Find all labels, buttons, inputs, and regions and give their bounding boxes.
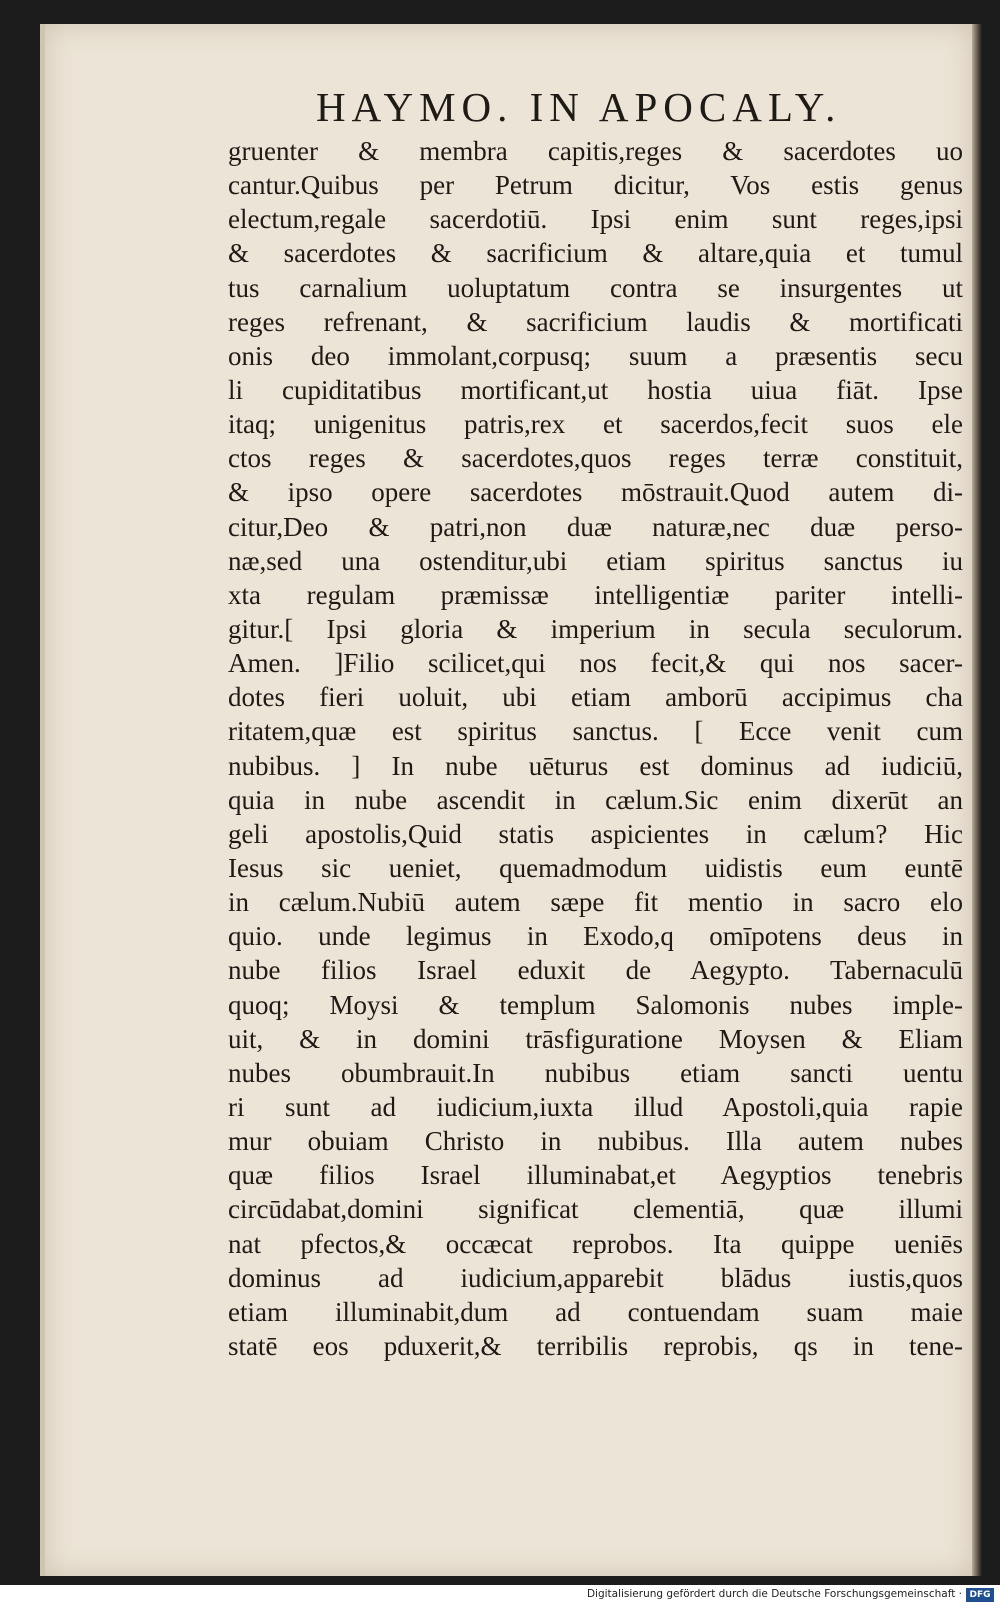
text-line: næ,sed una ostenditur,ubi etiam spiritus sanctus iu <box>228 545 963 576</box>
text-line: mur obuiam Christo in nubibus. Illa autem nubes <box>228 1126 963 1157</box>
text-line: nubibus. ] In nube uēturus est dominus ad iudiciū, <box>228 750 963 781</box>
text-line: quio. unde legimus in Exodo,q omīpotens deus in <box>228 921 963 952</box>
text-line: quoq; Moysi & templum Salomonis nubes imple- <box>228 989 963 1020</box>
text-line: xta regulam præmissæ intelligentiæ pariter intelli- <box>228 579 963 610</box>
text-line: uit, & in domini trāsfiguratione Moysen & Eliam <box>228 1023 963 1054</box>
text-line: cantur.Quibus per Petrum dicitur, Vos estis genus <box>228 170 963 201</box>
text-line: reges refrenant, & sacrificium laudis & mortificati <box>228 306 963 337</box>
text-line: geli apostolis,Quid statis aspicientes in cælum? Hic <box>228 818 963 849</box>
page-right-edge <box>972 24 982 1576</box>
text-line: quia in nube ascendit in cælum.Sic enim dixerūt an <box>228 784 963 815</box>
text-line: Iesus sic ueniet, quemadmodum uidistis eum euntē <box>228 852 963 883</box>
text-line: onis deo immolant,corpusq; suum a præsentis secu <box>228 340 963 371</box>
text-line: in cælum.Nubiū autem sæpe fit mentio in sacro elo <box>228 887 963 918</box>
text-line: ritatem,quæ est spiritus sanctus. [ Ecce venit cum <box>228 716 963 747</box>
text-line: Amen. ]Filio scilicet,qui nos fecit,& qui nos sacer- <box>228 648 963 679</box>
text-line: etiam illuminabit,dum ad contuendam suam maie <box>228 1296 963 1327</box>
text-line: & ipso opere sacerdotes mōstrauit.Quod autem di- <box>228 477 963 508</box>
text-line: electum,regale sacerdotiū. Ipsi enim sunt reges,ipsi <box>228 204 963 235</box>
text-line: itaq; unigenitus patris,rex et sacerdos,fecit suos ele <box>228 409 963 440</box>
text-line: li cupiditatibus mortificant,ut hostia uiua fiāt. Ipse <box>228 374 963 405</box>
page-text-block <box>228 134 963 1363</box>
text-line: nube filios Israel eduxit de Aegypto. Tabernaculū <box>228 955 963 986</box>
text-line: dotes fieri uoluit, ubi etiam amborū accipimus cha <box>228 682 963 713</box>
text-line: circūdabat,domini significat clementiā, quæ illumi <box>228 1194 963 1225</box>
text-line: nat pfectos,& occæcat reprobos. Ita quippe ueniēs <box>228 1228 963 1259</box>
text-line: nubes obumbrauit.In nubibus etiam sancti uentu <box>228 1057 963 1088</box>
text-line: dominus ad iudicium,apparebit blādus iustis,quos <box>228 1262 963 1293</box>
text-line: ctos reges & sacerdotes,quos reges terræ constituit, <box>228 443 963 474</box>
text-line: & sacerdotes & sacrificium & altare,quia et tumul <box>228 238 963 269</box>
dfg-logo: DFG <box>966 1588 994 1602</box>
text-line: citur,Deo & patri,non duæ naturæ,nec duæ perso- <box>228 511 963 542</box>
text-line: gitur.[ Ipsi gloria & imperium in secula seculorum. <box>228 613 963 644</box>
text-line: ri sunt ad iudicium,iuxta illud Apostoli,quia rapie <box>228 1091 963 1122</box>
text-line: tus carnalium uoluptatum contra se insurgentes ut <box>228 272 963 303</box>
text-line: statē eos pduxerit,& terribilis reprobis, qs in tene- <box>228 1330 963 1361</box>
text-line: gruenter & membra capitis,reges & sacerdotes uo <box>228 136 963 166</box>
digitization-credit: Digitalisierung gefördert durch die Deutsche Forschungsgemeinschaft · <box>586 1588 962 1600</box>
text-line: quæ filios Israel illuminabat,et Aegyptios tenebris <box>228 1160 963 1191</box>
running-head: HAYMO. IN APOCALY. <box>316 84 842 130</box>
